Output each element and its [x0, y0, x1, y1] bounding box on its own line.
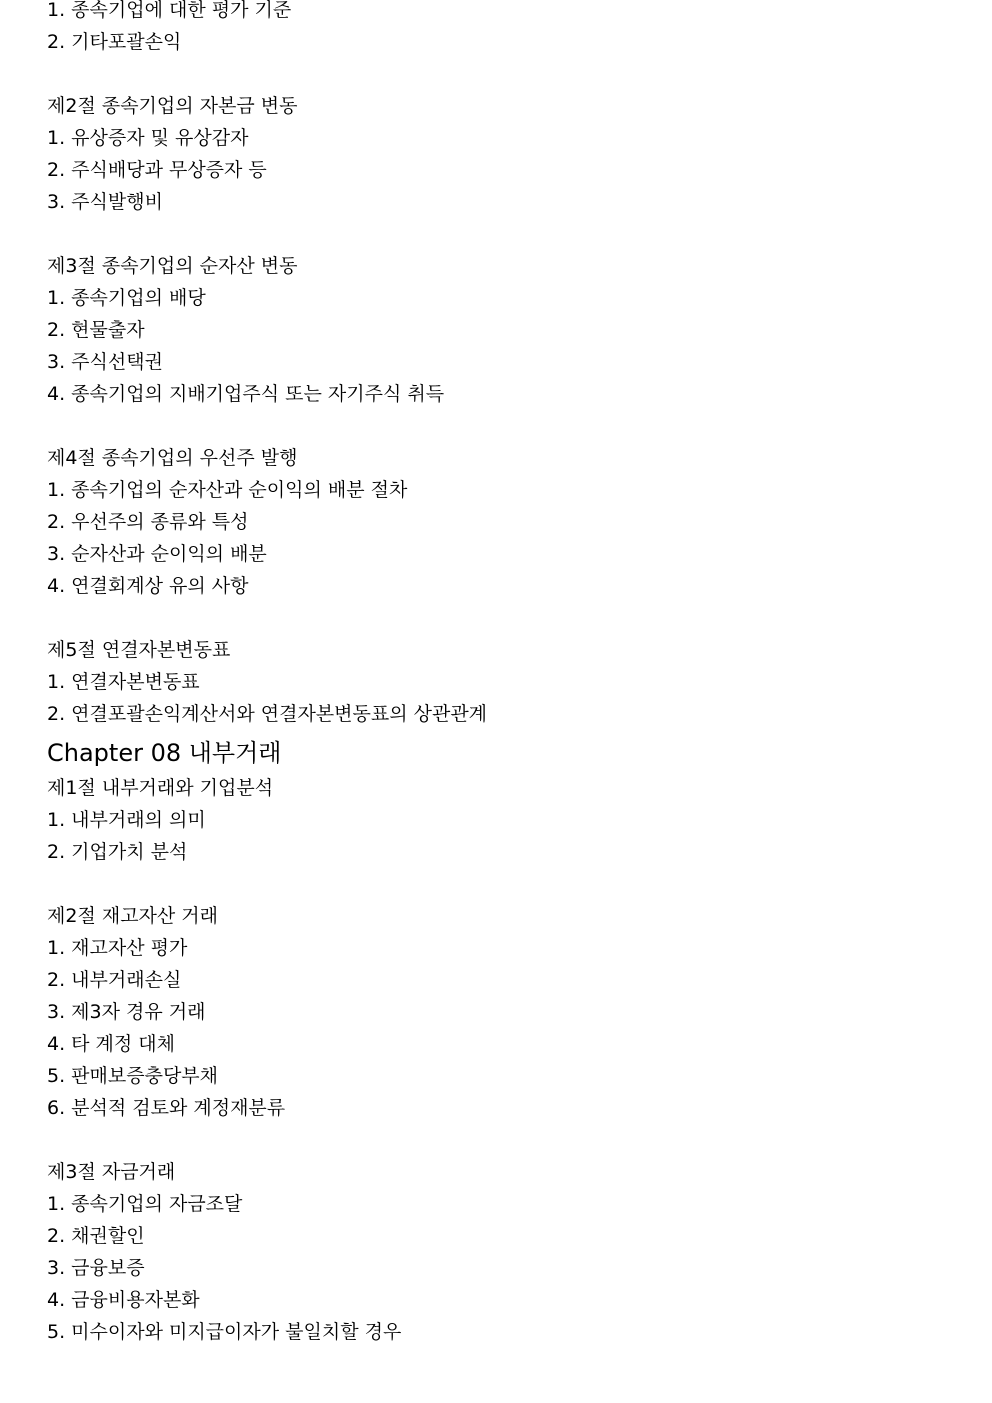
section-heading: 제3절 자금거래: [47, 1161, 176, 1183]
list-item: 5. 판매보증충당부채: [47, 1065, 218, 1087]
list-item: 2. 기타포괄손익: [47, 31, 182, 53]
section-heading: 제5절 연결자본변동표: [47, 639, 231, 661]
spacer: [47, 602, 947, 634]
chapter-heading: Chapter 08 내부거래: [47, 739, 282, 767]
list-item: 1. 재고자산 평가: [47, 937, 188, 959]
list-item: 2. 연결포괄손익계산서와 연결자본변동표의 상관관계: [47, 703, 488, 725]
section-heading: 제3절 종속기업의 순자산 변동: [47, 255, 298, 277]
list-item: 2. 채권할인: [47, 1225, 145, 1247]
document-page: [47, 0, 947, 1348]
list-item: 4. 연결회계상 유의 사항: [47, 575, 249, 597]
section-heading: 제2절 종속기업의 자본금 변동: [47, 95, 298, 117]
list-item: 2. 우선주의 종류와 특성: [47, 511, 249, 533]
list-item: 3. 주식선택권: [47, 351, 163, 373]
spacer: [47, 218, 947, 250]
list-item: 2. 현물출자: [47, 319, 145, 341]
list-item: 3. 금융보증: [47, 1257, 145, 1279]
section-heading: 제1절 내부거래와 기업분석: [47, 777, 274, 799]
section-heading: 제4절 종속기업의 우선주 발행: [47, 447, 298, 469]
list-item: 1. 종속기업의 순자산과 순이익의 배분 절차: [47, 479, 408, 501]
list-item: 2. 기업가치 분석: [47, 841, 188, 863]
list-item: 4. 금융비용자본화: [47, 1289, 200, 1311]
list-item: 1. 내부거래의 의미: [47, 809, 206, 831]
list-item: 1. 종속기업에 대한 평가 기준: [47, 0, 292, 21]
spacer: [47, 410, 947, 442]
list-item: 1. 연결자본변동표: [47, 671, 200, 693]
list-item: 3. 순자산과 순이익의 배분: [47, 543, 267, 565]
list-item: 3. 주식발행비: [47, 191, 163, 213]
list-item: 3. 제3자 경유 거래: [47, 1001, 206, 1023]
spacer: [47, 1124, 947, 1156]
list-item: 4. 종속기업의 지배기업주식 또는 자기주식 취득: [47, 383, 445, 405]
spacer: [47, 58, 947, 90]
list-item: 6. 분석적 검토와 계정재분류: [47, 1097, 286, 1119]
list-item: 2. 내부거래손실: [47, 969, 182, 991]
spacer: [47, 868, 947, 900]
list-item: 5. 미수이자와 미지급이자가 불일치할 경우: [47, 1321, 402, 1343]
list-item: 1. 종속기업의 배당: [47, 287, 206, 309]
list-item: 1. 종속기업의 자금조달: [47, 1193, 243, 1215]
list-item: 2. 주식배당과 무상증자 등: [47, 159, 267, 181]
section-heading: 제2절 재고자산 거래: [47, 905, 218, 927]
list-item: 1. 유상증자 및 유상감자: [47, 127, 249, 149]
list-item: 4. 타 계정 대체: [47, 1033, 176, 1055]
